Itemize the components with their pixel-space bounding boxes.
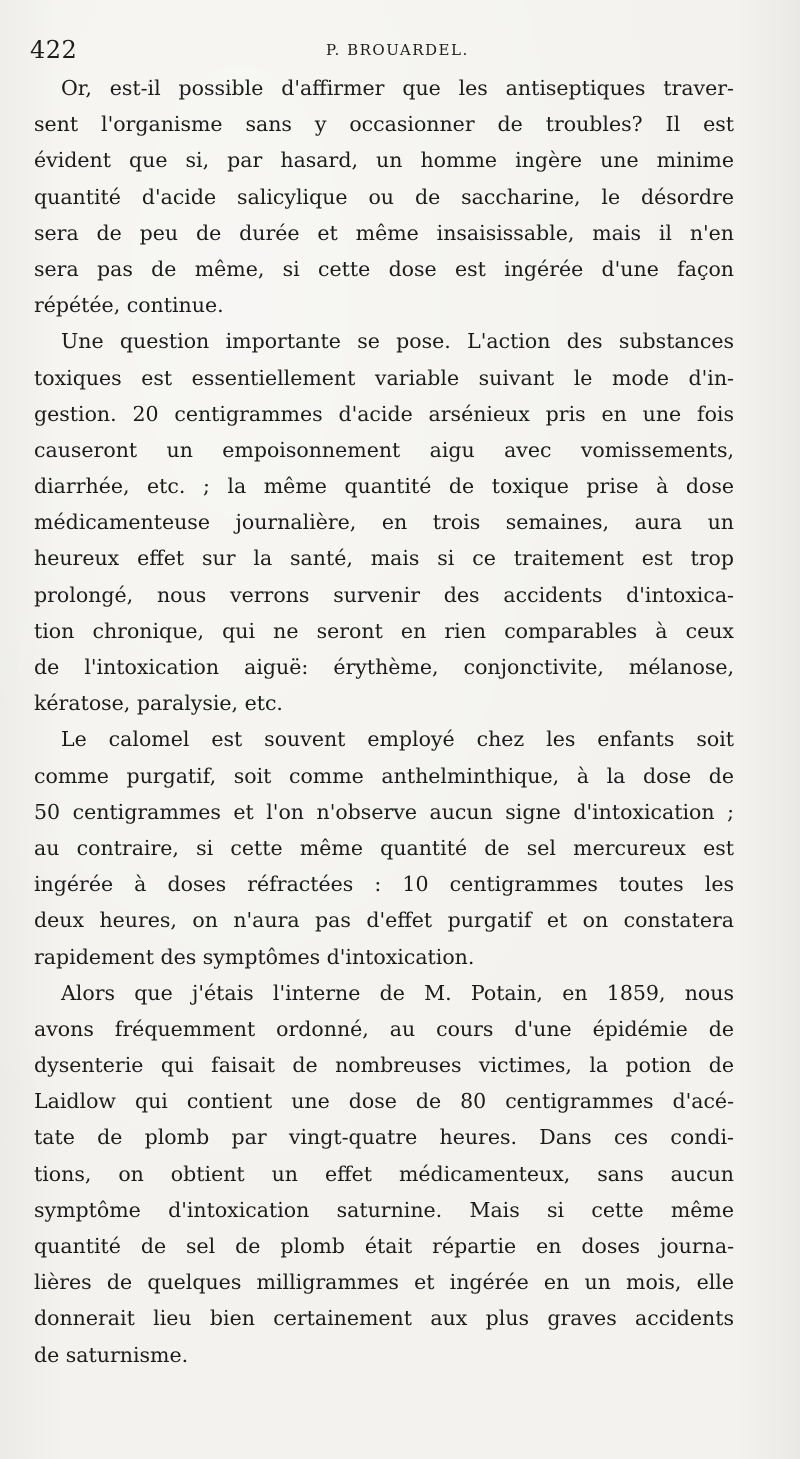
- paragraph: [34, 975, 734, 1373]
- text-line: répétée, continue.: [34, 293, 224, 318]
- running-head: P. BROUARDEL.: [326, 41, 469, 59]
- body-text: [34, 70, 734, 1373]
- text-line: sent l'organisme sans y occasionner de troubles? Il est: [34, 112, 734, 137]
- text-line: 50 centigrammes et l'on n'observe aucun signe d'intoxication ;: [34, 799, 734, 824]
- text-line: deux heures, on n'aura pas d'effet purgatif et on constatera: [34, 908, 734, 933]
- text-line: Une question importante se pose. L'action des substances: [61, 329, 734, 354]
- text-line: évident que si, par hasard, un homme ingère une minime: [34, 148, 734, 173]
- text-line: ingérée à doses réfractées : 10 centigrammes toutes les: [34, 872, 734, 897]
- page-header: [30, 36, 770, 66]
- text-line: médicamenteuse journalière, en trois semaines, aura un: [34, 510, 734, 535]
- text-line: Laidlow qui contient une dose de 80 centigrammes d'acé-: [34, 1089, 734, 1114]
- text-line: rapidement des symptômes d'intoxication.: [34, 944, 475, 969]
- text-line: lières de quelques milligrammes et ingérée en un mois, elle: [34, 1270, 734, 1295]
- paragraph: [34, 323, 734, 721]
- text-line: gestion. 20 centigrammes d'acide arsénieux pris en une fois: [34, 401, 734, 426]
- text-line: de l'intoxication aiguë: érythème, conjonctivite, mélanose,: [34, 655, 734, 679]
- text-line: diarrhée, etc. ; la même quantité de toxique prise à dose: [34, 474, 734, 499]
- text-line: prolongé, nous verrons survenir des accidents d'intoxica-: [34, 582, 734, 607]
- text-line: au contraire, si cette même quantité de sel mercureux est: [34, 835, 734, 860]
- text-line: heureux effet sur la santé, mais si ce traitement est trop: [34, 546, 734, 571]
- text-line: donnerait lieu bien certainement aux plus graves accidents: [34, 1306, 734, 1331]
- text-line: comme purgatif, soit comme anthelminthique, à la dose de: [34, 763, 734, 788]
- text-line: de saturnisme.: [34, 1342, 189, 1367]
- text-line: avons fréquemment ordonné, au cours d'une épidémie de: [34, 1016, 734, 1041]
- text-line: Or, est-il possible d'affirmer que les antiseptiques traver-: [61, 76, 734, 100]
- text-line: dysenterie qui faisait de nombreuses victimes, la potion de: [34, 1053, 734, 1078]
- text-line: toxiques est essentiellement variable suivant le mode d'in-: [34, 365, 734, 390]
- text-line: sera de peu de durée et même insaisissable, mais il n'en: [34, 220, 734, 245]
- text-line: kératose, paralysie, etc.: [34, 691, 283, 716]
- text-line: quantité de sel de plomb était répartie en doses journa-: [34, 1234, 734, 1258]
- text-line: causeront un empoisonnement aigu avec vomissements,: [34, 437, 734, 462]
- text-line: Alors que j'étais l'interne de M. Potain, en 1859, nous: [61, 980, 734, 1005]
- text-line: tate de plomb par vingt-quatre heures. Dans ces condi-: [34, 1125, 734, 1150]
- text-line: tions, on obtient un effet médicamenteux, sans aucun: [34, 1161, 734, 1186]
- text-line: tion chronique, qui ne seront en rien comparables à ceux: [34, 618, 734, 643]
- text-line: symptôme d'intoxication saturnine. Mais si cette même: [34, 1197, 734, 1222]
- text-line: sera pas de même, si cette dose est ingérée d'une façon: [34, 256, 734, 281]
- text-line: Le calomel est souvent employé chez les enfants soit: [61, 727, 734, 752]
- paragraph: [34, 70, 734, 323]
- paragraph: [34, 721, 734, 974]
- text-line: quantité d'acide salicylique ou de saccharine, le désordre: [34, 184, 734, 209]
- page-number: 422: [30, 36, 78, 64]
